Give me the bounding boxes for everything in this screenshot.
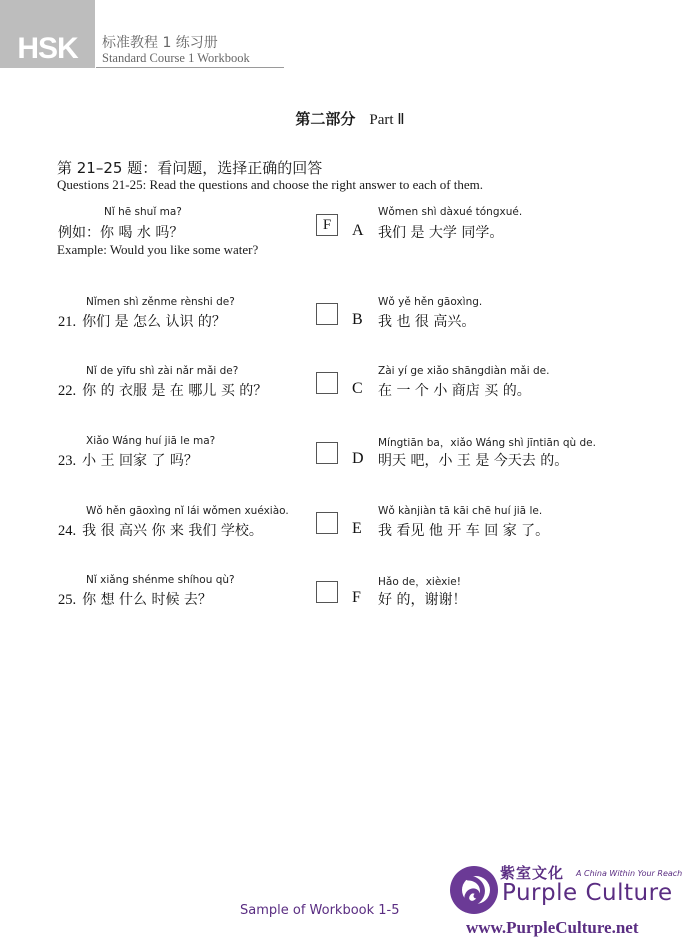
answer-d-text: 明天 吧，小 王 是 今天去 的。 (378, 453, 569, 469)
question-25 (58, 589, 212, 609)
question-25-pinyin: Nǐ xiǎng shénme shíhou qù? (86, 574, 235, 586)
answer-f-pinyin: Hǎo de，xièxie! (378, 576, 461, 588)
example-answer-box: F (316, 214, 338, 236)
question-22 (58, 380, 267, 400)
question-text: 小 王 回家 了 吗？ (82, 453, 198, 469)
question-text: 你 想 什么 时候 去？ (82, 592, 212, 608)
question-number: 25. (58, 592, 77, 608)
answer-c-text: 在 一 个 小 商店 买 的。 (378, 383, 531, 399)
question-22-pinyin: Nǐ de yīfu shì zài nǎr mǎi de? (86, 365, 239, 377)
answer-letter-c: C (352, 380, 363, 397)
answer-letter-a: A (352, 222, 364, 239)
question-23-pinyin: Xiǎo Wáng huí jiā le ma? (86, 435, 216, 447)
hsk-badge: HSK (0, 0, 95, 68)
answer-b-pinyin: Wǒ yě hěn gāoxìng. (378, 296, 483, 308)
logo-brand-name: Purple Culture (502, 880, 673, 906)
logo-url-link[interactable]: www.PurpleCulture.net (466, 918, 639, 937)
answer-box-21[interactable] (316, 303, 338, 325)
question-text: 你们 是 怎么 认识 的？ (82, 314, 226, 330)
book-title-cn: 标准教程 1 练习册 (102, 35, 218, 51)
answer-letter-d: D (352, 450, 364, 467)
question-number: 24. (58, 523, 77, 539)
answer-letter-f: F (352, 589, 361, 606)
answer-a-text: 我们 是 大学 同学。 (378, 225, 504, 241)
logo-tagline: A China Within Your Reach (576, 869, 683, 878)
question-21-pinyin: Nǐmen shì zěnme rènshi de? (86, 296, 235, 308)
question-24 (58, 520, 263, 540)
question-21 (58, 311, 226, 331)
book-title-en: Standard Course 1 Workbook (102, 51, 250, 65)
example-label: 例如： (58, 225, 100, 241)
example-pinyin: Nǐ hē shuǐ ma? (104, 206, 182, 218)
purple-culture-logo-icon (448, 864, 500, 916)
section-title (0, 108, 700, 129)
answer-e-text: 我 看见 他 开 车 回 家 了。 (378, 523, 550, 539)
answer-a-pinyin: Wǒmen shì dàxué tóngxué. (378, 206, 523, 218)
question-text: 我 很 高兴 你 来 我们 学校。 (82, 523, 263, 539)
question-number: 22. (58, 383, 77, 399)
instructions-cn: 第 21–25 题：看问题，选择正确的回答 (57, 159, 323, 177)
question-23 (58, 450, 198, 470)
header-divider (96, 67, 284, 68)
example-text: 你 喝 水 吗？ (100, 225, 184, 241)
answer-letter-e: E (352, 520, 362, 537)
question-number: 23. (58, 453, 77, 469)
answer-letter-b: B (352, 311, 363, 328)
answer-box-24[interactable] (316, 512, 338, 534)
answer-d-pinyin: Míngtiān ba，xiǎo Wáng shì jīntiān qù de. (378, 437, 596, 449)
question-text: 你 的 衣服 是 在 哪儿 买 的？ (82, 383, 268, 399)
section-title-cn: 第二部分 (295, 110, 356, 128)
example-question (58, 222, 183, 242)
question-24-pinyin: Wǒ hěn gāoxìng nǐ lái wǒmen xuéxiào. (86, 505, 289, 517)
answer-box-22[interactable] (316, 372, 338, 394)
answer-c-pinyin: Zài yí ge xiǎo shāngdiàn mǎi de. (378, 365, 550, 377)
example-translation: Example: Would you like some water? (57, 242, 259, 257)
answer-box-25[interactable] (316, 581, 338, 603)
footer-caption: Sample of Workbook 1-5 (240, 903, 400, 918)
question-number: 21. (58, 314, 77, 330)
answer-b-text: 我 也 很 高兴。 (378, 314, 476, 330)
instructions-en: Questions 21-25: Read the questions and choose the right answer to each of them. (57, 177, 484, 192)
answer-e-pinyin: Wǒ kànjiàn tā kāi chē huí jiā le. (378, 505, 543, 517)
answer-box-23[interactable] (316, 442, 338, 464)
answer-f-text: 好 的，谢谢！ (378, 592, 467, 608)
logo-cn-text: 紫室文化 (500, 864, 565, 882)
section-title-en: Part Ⅱ (369, 112, 405, 128)
